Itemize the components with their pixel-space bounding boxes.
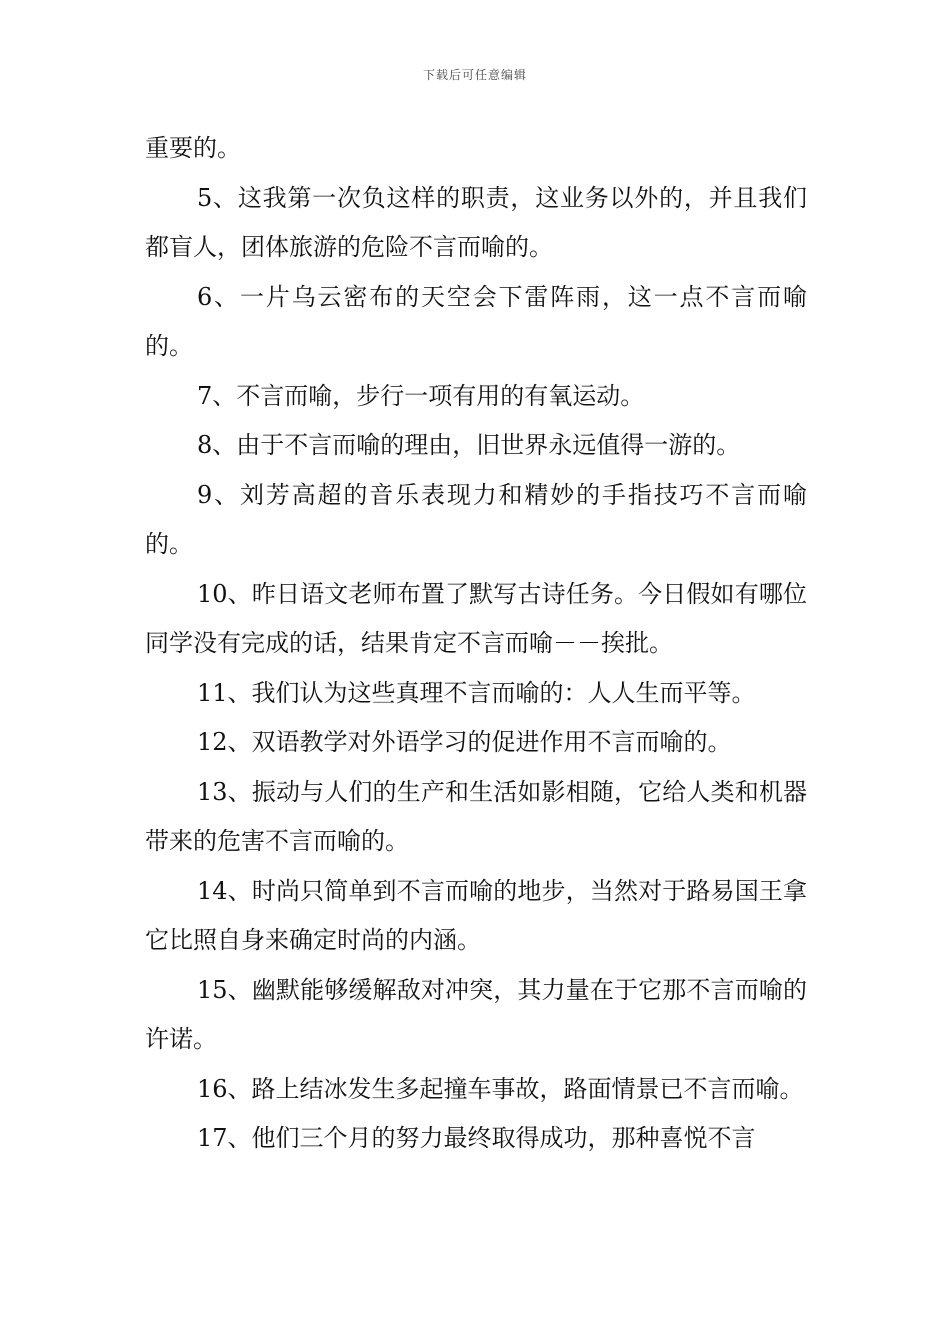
paragraph-continuation: 重要的。 — [145, 134, 241, 162]
paragraph-item-6: 6、一片乌云密布的天空会下雷阵雨，这一点不言而喻的。 — [145, 282, 807, 360]
paragraph-item-15: 15、幽默能够缓解敌对冲突，其力量在于它那不言而喻的许诺。 — [145, 975, 807, 1053]
page-header: 下载后可任意编辑 — [422, 68, 527, 82]
paragraph-item-13: 13、振动与人们的生产和生活如影相随，它给人类和机器带来的危害不言而喻的。 — [145, 777, 807, 855]
paragraph-item-10: 10、昨日语文老师布置了默写古诗任务。今日假如有哪位同学没有完成的话，结果肯定不言而喻－－挨批。 — [145, 579, 807, 657]
paragraph-item-17: 17、他们三个月的努力最终取得成功，那种喜悦不言 — [197, 1124, 756, 1152]
document-body — [145, 124, 807, 1164]
paragraph-item-14: 14、时尚只简单到不言而喻的地步，当然对于路易国王拿它比照自身来确定时尚的内涵。 — [145, 876, 807, 954]
paragraph-item-5: 5、这我第一次负这样的职责，这业务以外的，并且我们都盲人，团体旅游的危险不言而喻的。 — [145, 183, 807, 261]
paragraph-item-16: 16、路上结冰发生多起撞车事故，路面情景已不言而喻。 — [197, 1074, 804, 1103]
paragraph-item-7: 7、不言而喻，步行一项有用的有氧运动。 — [197, 381, 645, 410]
paragraph-item-12: 12、双语教学对外语学习的促进作用不言而喻的。 — [197, 728, 732, 756]
paragraph-item-8: 8、由于不言而喻的理由，旧世界永远值得一游的。 — [197, 431, 741, 459]
paragraph-item-11: 11、我们认为这些真理不言而喻的：人人生而平等。 — [197, 678, 756, 707]
paragraph-item-9: 9、刘芳高超的音乐表现力和精妙的手指技巧不言而喻的。 — [145, 480, 807, 558]
